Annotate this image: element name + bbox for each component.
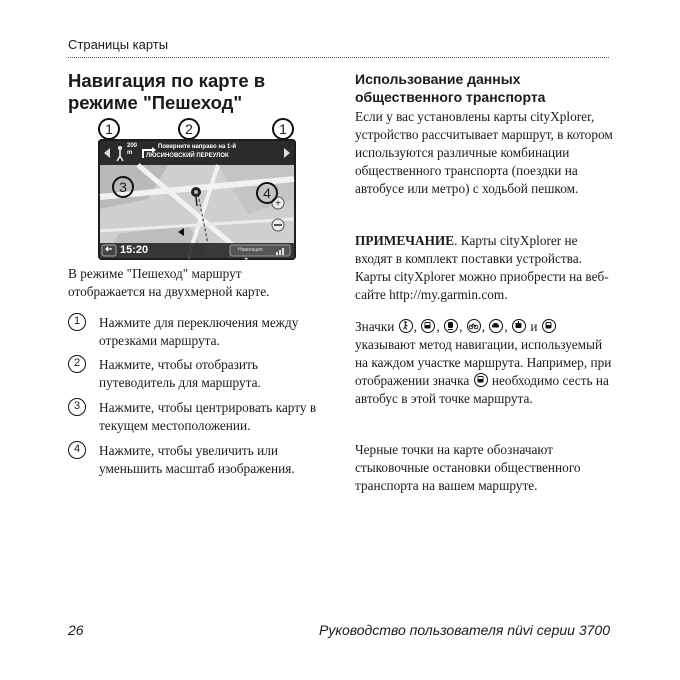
note-label: ПРИМЕЧАНИЕ: [355, 233, 455, 248]
icons-example-end: необходимо сесть на автобус в этой точке маршрута.: [355, 373, 609, 406]
callout-2: 2: [178, 118, 200, 140]
pedestrian-mode-icon: [399, 319, 413, 333]
step-number: 2: [68, 355, 86, 373]
page-number: 26: [68, 622, 84, 638]
callout-1-right: 1: [272, 118, 294, 140]
street-name: ЛЮСИНОВСКИЙ ПЕРЕУЛОК: [146, 153, 229, 159]
time-display: 15:20: [120, 244, 149, 256]
tram-icon: [512, 319, 526, 333]
bus-icon: [421, 319, 435, 333]
step-number: 3: [68, 398, 86, 416]
instruction-text: Поверните направо на 1-й: [158, 144, 237, 150]
running-header: Страницы карты: [68, 37, 169, 52]
left-section-title: Навигация по карте в режиме "Пешеход": [68, 70, 266, 113]
icon-separator: ,: [504, 319, 508, 334]
header-rule: [68, 57, 609, 58]
pedestrian-icon: [118, 146, 122, 150]
distance-unit: m: [127, 150, 133, 156]
car-icon: [489, 319, 503, 333]
bus-icon: [474, 373, 488, 387]
svg-text:+: +: [275, 198, 281, 210]
right-section-title: Использование данных общественного транспорта: [355, 71, 546, 105]
step-text: Нажмите, чтобы отобразить путеводитель для маршрута.: [99, 357, 261, 390]
note-text: . Карты cityXplorer не входят в комплект поставки устройства. Карты cityXplorer можно приобрести на веб-сайте http://my.garmin.com.: [355, 233, 609, 302]
black-dots-paragraph: Черные точки на карте обозначают стыковочные остановки общественного транспорта на вашем маршруте.: [355, 442, 581, 493]
icon-separator: ,: [413, 319, 418, 334]
step-number: 1: [68, 313, 86, 331]
navigation-button-label: Навигация: [238, 247, 263, 253]
bicycle-icon: [467, 319, 481, 333]
icons-paragraph: [355, 318, 617, 408]
icon-separator: ,: [436, 319, 440, 334]
guide-title: Руководство пользователя nüvi серии 3700: [319, 622, 610, 638]
pedestrian-map-figure: [98, 118, 296, 260]
step-text: Нажмите, чтобы увеличить или уменьшить масштаб изображения.: [99, 443, 295, 476]
step-number: 4: [68, 441, 86, 459]
icons-and: и: [530, 319, 538, 334]
step-text: Нажмите для переключения между отрезками маршрута.: [99, 315, 299, 348]
icon-separator: ,: [459, 319, 463, 334]
icons-intro-text: Значки: [355, 319, 395, 334]
distance-value: 200: [127, 143, 138, 149]
train-icon: [444, 319, 458, 333]
step-text: Нажмите, чтобы центрировать карту в текущем местоположении.: [99, 400, 317, 433]
paragraph-cityxplorer: Если у вас установлены карты cityXplorer, устройство рассчитывает маршрут, в котором используются различные комбинации общественного транспорта (поездки на автобусе или метро) с ходьбой пешком.: [355, 109, 613, 196]
icons-explanation: указывают метод навигации, используемый на каждом участке маршрута. Например, при отображении значка: [355, 337, 612, 388]
metro-icon: [542, 319, 556, 333]
callout-3: 3: [112, 176, 134, 198]
intro-paragraph: В режиме "Пешеход" маршрут отображается на двухмерной карте.: [68, 266, 270, 299]
signal-icon: [282, 248, 284, 255]
callout-4: 4: [256, 182, 278, 204]
back-button: [102, 245, 116, 256]
distance-readout: [127, 143, 137, 157]
note-paragraph: [355, 232, 617, 304]
icon-separator: ,: [481, 319, 486, 334]
callout-1-left: 1: [98, 118, 120, 140]
